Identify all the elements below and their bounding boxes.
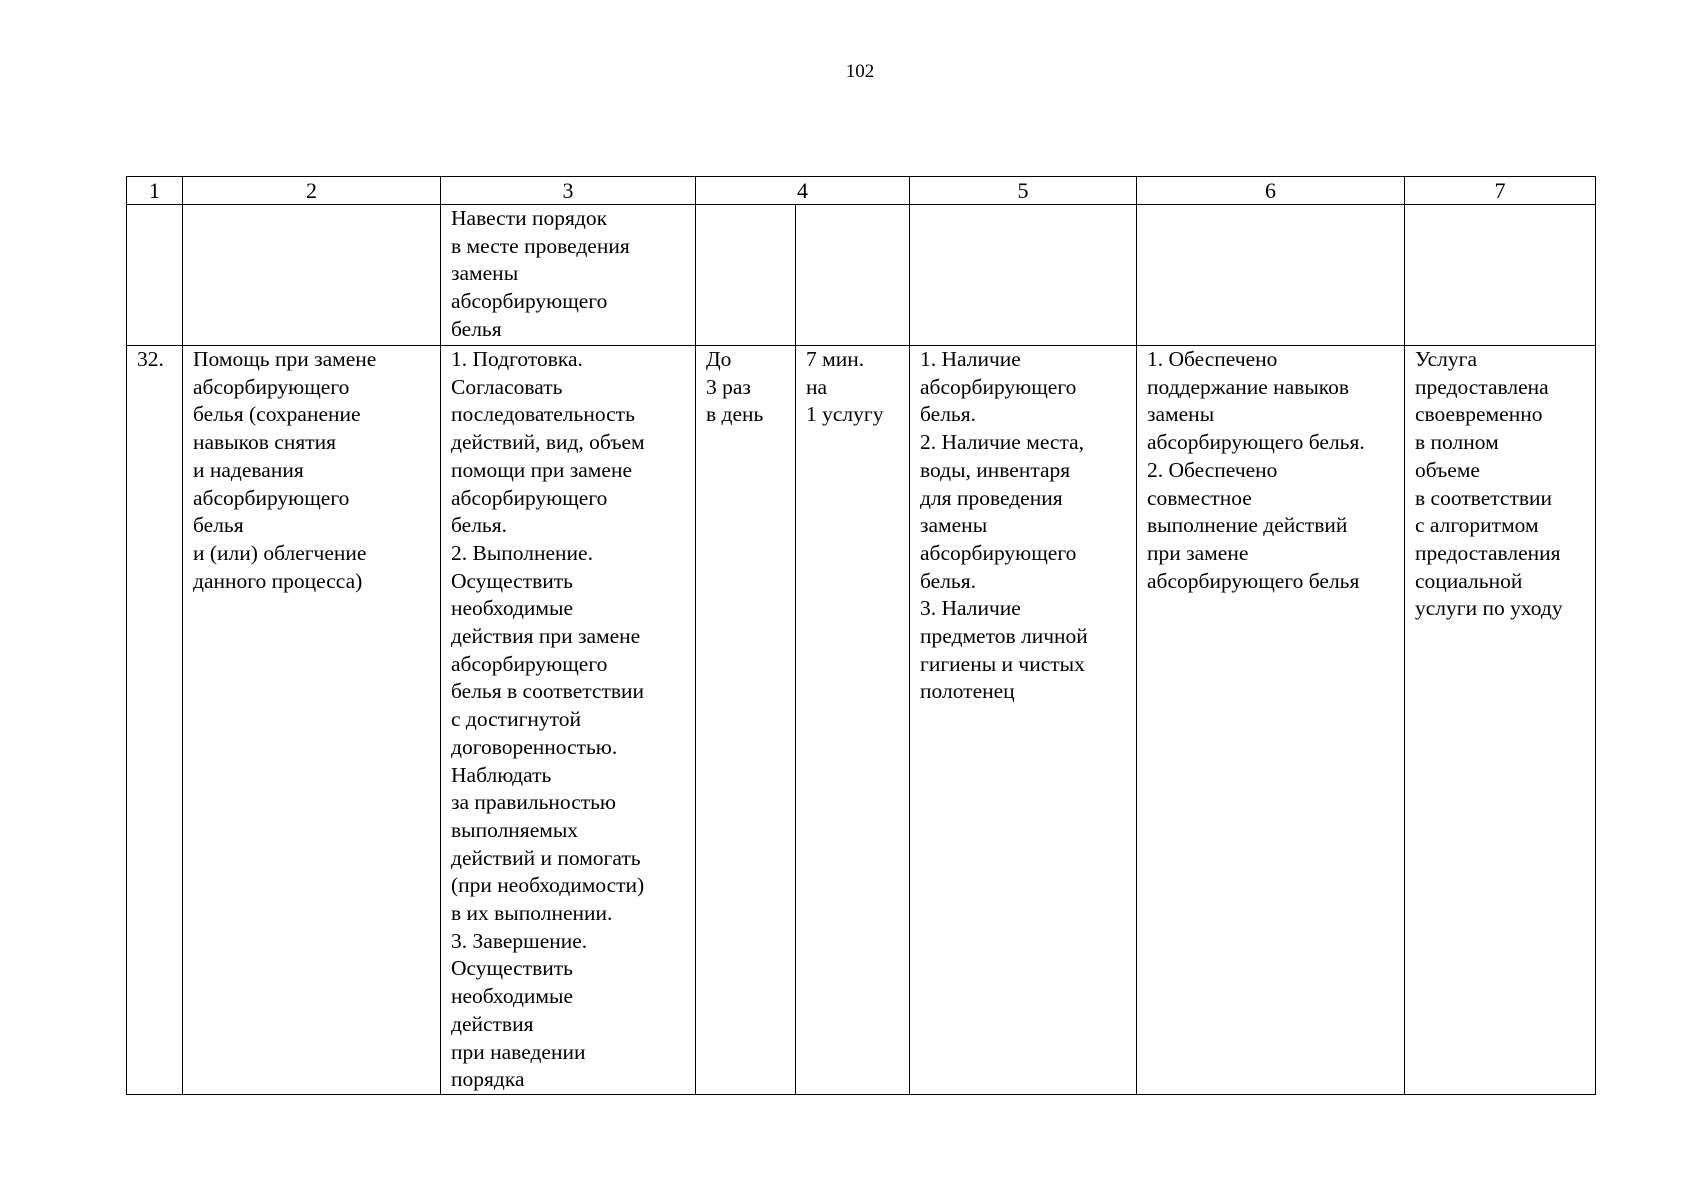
cont-cell-conditions <box>910 205 1137 346</box>
service-name: Помощь при замене абсорбирующего белья (сохранение навыков снятия и надевания абсорбирующего белья и (или) облегчение данного процесса) <box>183 346 441 1095</box>
services-table <box>126 176 1596 1095</box>
row-number: 32. <box>127 346 183 1095</box>
header-cell-3: 3 <box>441 177 696 205</box>
table-row <box>127 346 1596 1095</box>
cont-cell-name <box>183 205 441 346</box>
table-continuation-row <box>127 205 1596 346</box>
service-quality: Услуга предоставлена своевременно в полном объеме в соответствии с алгоритмом предоставления социальной услуги по уходу <box>1405 346 1596 1095</box>
table-header-row <box>127 177 1596 205</box>
header-cell-2: 2 <box>183 177 441 205</box>
cont-cell-result <box>1137 205 1405 346</box>
header-cell-7: 7 <box>1405 177 1596 205</box>
cont-cell-description: Навести порядок в месте проведения замены абсорбирующего белья <box>441 205 696 346</box>
service-conditions: 1. Наличие абсорбирующего белья. 2. Наличие места, воды, инвентаря для проведения замены абсорбирующего белья. 3. Наличие предметов личной гигиены и чистых полотенец <box>910 346 1137 1095</box>
header-cell-6: 6 <box>1137 177 1405 205</box>
header-cell-4: 4 <box>696 177 910 205</box>
cont-cell-frequency <box>696 205 796 346</box>
cont-cell-time <box>796 205 910 346</box>
cont-cell-quality <box>1405 205 1596 346</box>
service-frequency: До 3 раз в день <box>696 346 796 1095</box>
service-time: 7 мин. на 1 услугу <box>796 346 910 1095</box>
cont-cell-number <box>127 205 183 346</box>
service-description: 1. Подготовка. Согласовать последовательность действий, вид, объем помощи при замене абсорбирующего белья. 2. Выполнение. Осуществить необходимые действия при замене абсорбирующего белья в соответствии с достигнутой договоренностью. Наблюдать за правильностью выполняемых действий и помогать (при необходимости) в их выполнении. 3. Завершение. Осуществить необходимые действия при наведении порядка <box>441 346 696 1095</box>
page-number: 102 <box>845 61 875 82</box>
header-cell-5: 5 <box>910 177 1137 205</box>
header-cell-1: 1 <box>127 177 183 205</box>
service-result: 1. Обеспечено поддержание навыков замены абсорбирующего белья. 2. Обеспечено совместное выполнение действий при замене абсорбирующего белья <box>1137 346 1405 1095</box>
